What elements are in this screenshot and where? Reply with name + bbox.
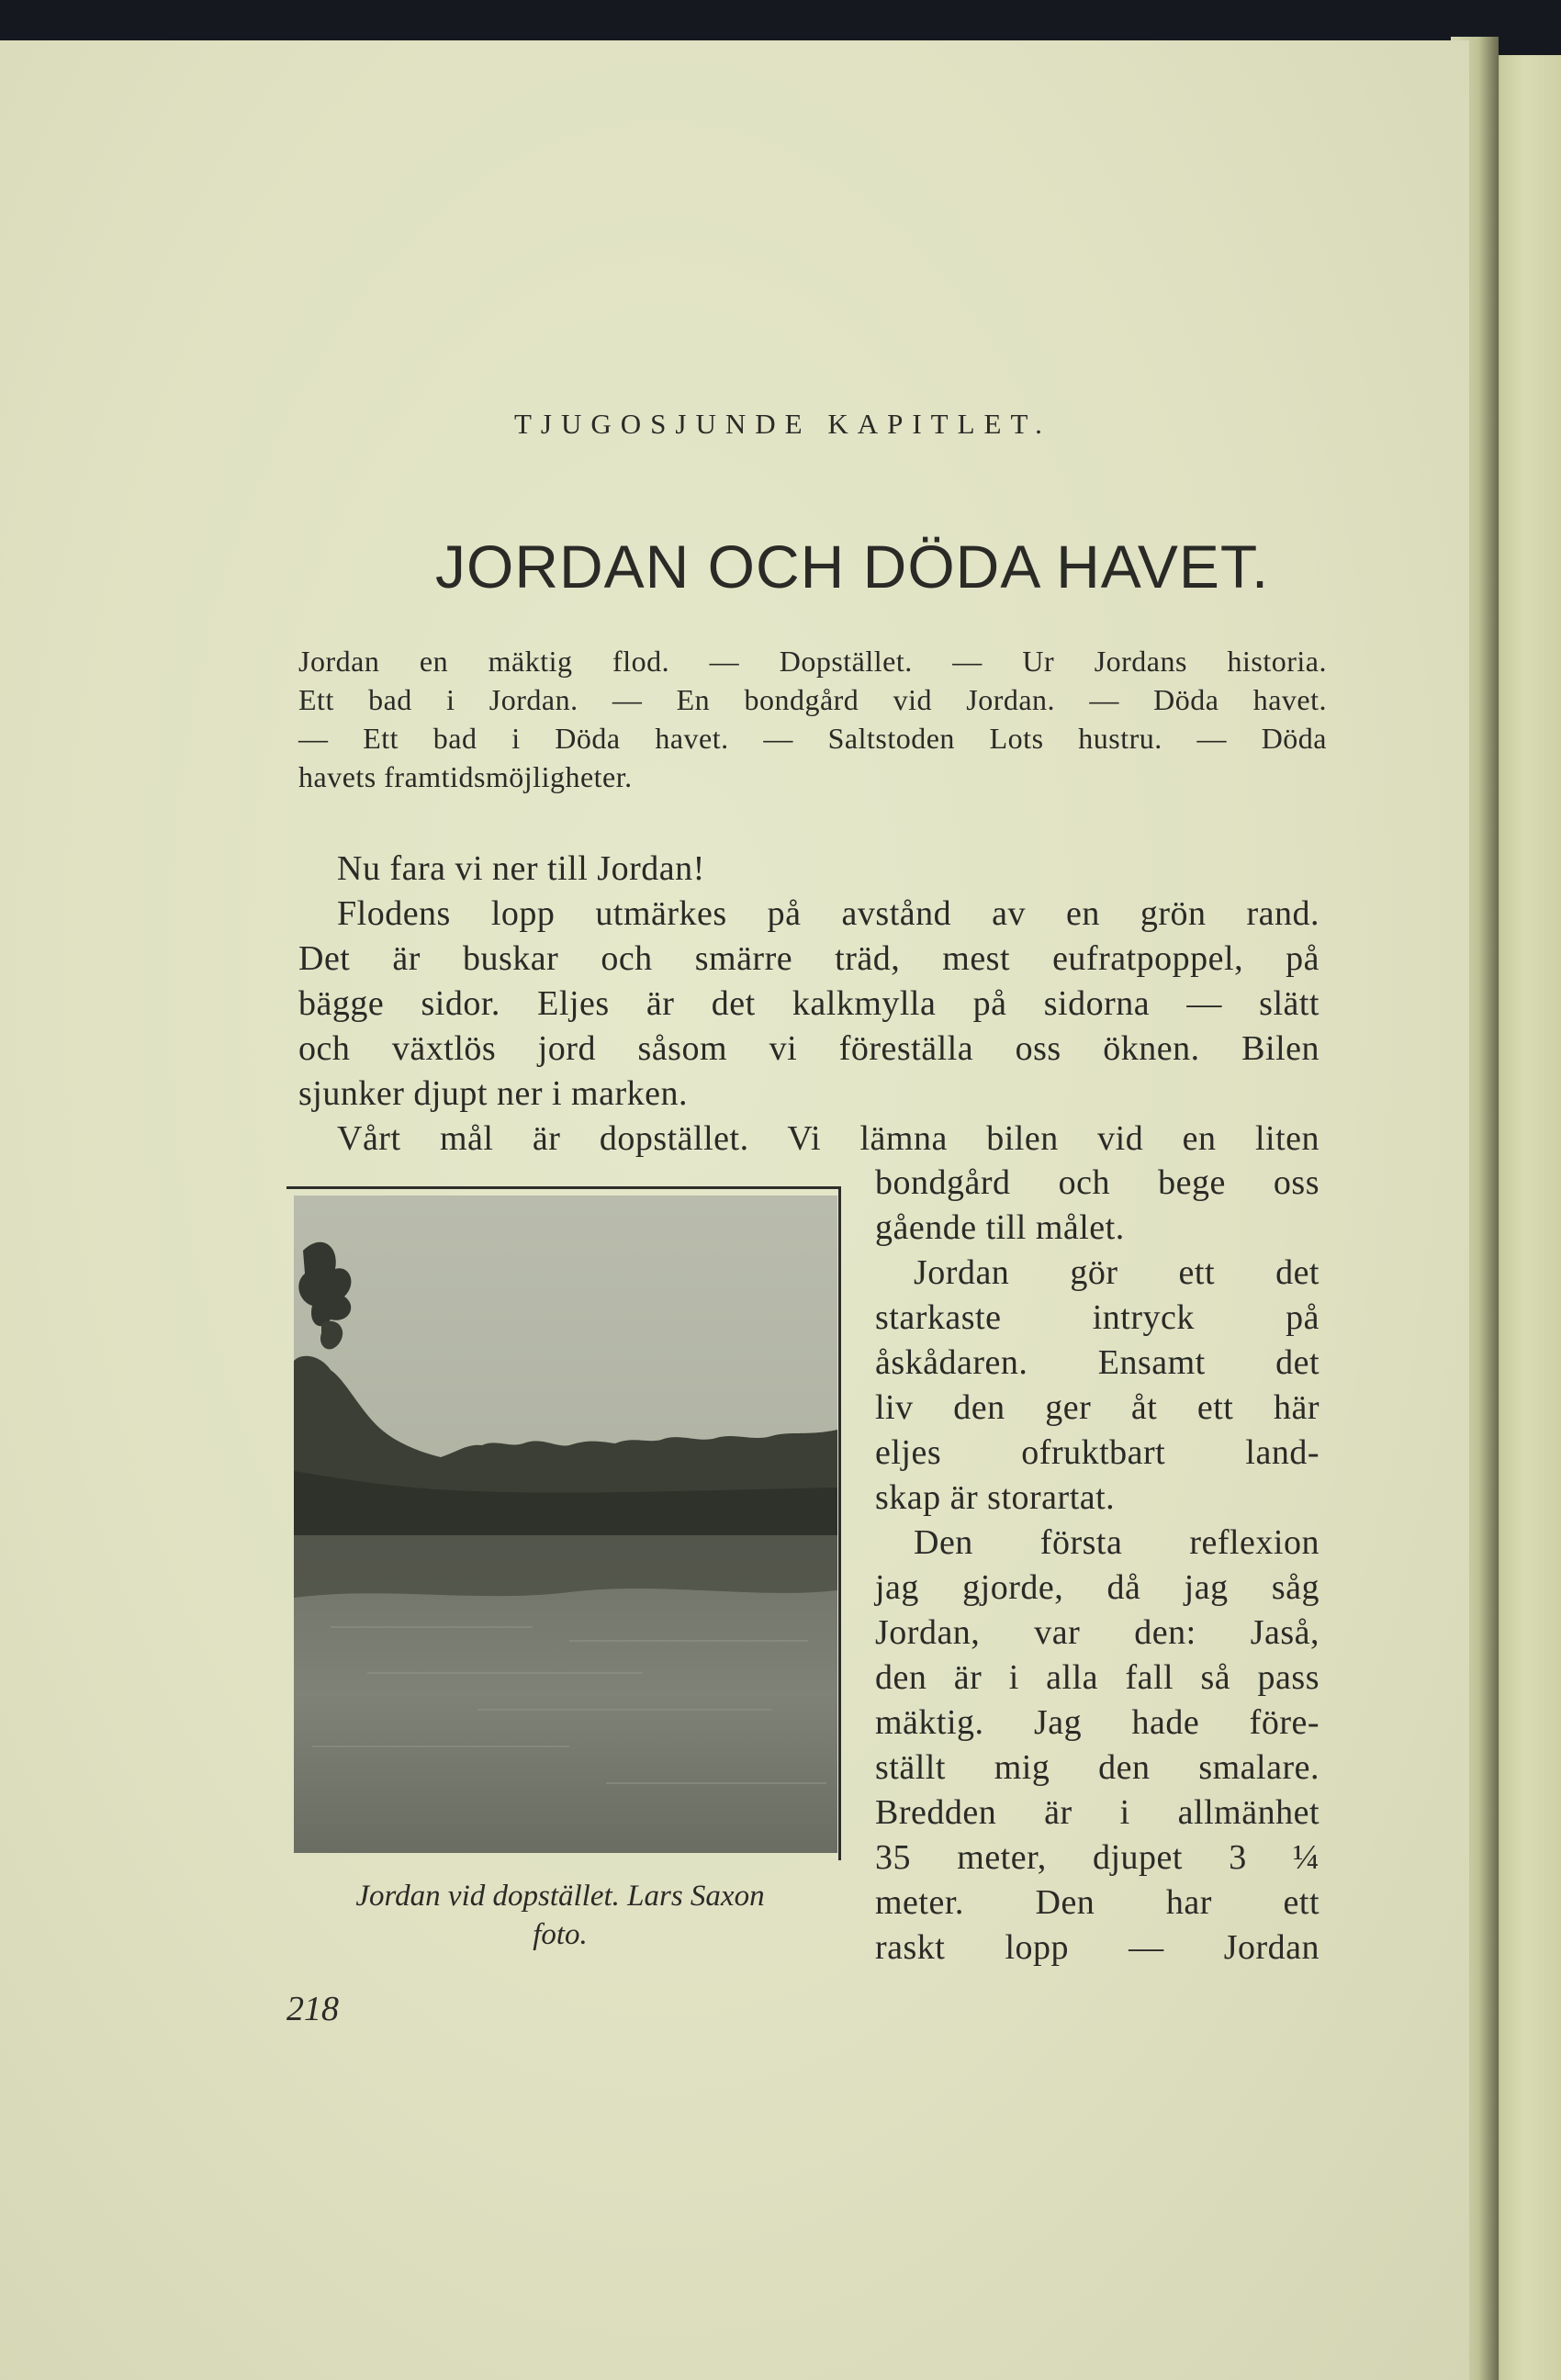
body-line: ställt mig den smalare. [875,1748,1320,1787]
body-line: meter. Den har ett [875,1883,1320,1922]
body-line: Jordan gör ett det [914,1253,1320,1292]
jordan-river-photo [294,1196,837,1853]
body-line: Flodens lopp utmärkes på avstånd av en grön rand. [337,894,1320,933]
caption-line: Jordan vid dopstället. Lars Saxon [355,1880,765,1913]
chapter-title: JORDAN OCH DÖDA HAVET. [435,533,1270,601]
chapter-summary [298,642,1327,796]
body-text-full-width [298,847,1320,1162]
body-line: åskådaren. Ensamt det [875,1343,1320,1382]
body-line: jag gjorde, då jag såg [875,1568,1320,1607]
page-number: 218 [286,1990,339,2028]
body-line: skap är storartat. [875,1478,1116,1517]
summary-line: — Ett bad i Döda havet. — Saltstoden Lots hustru. — Döda [298,722,1327,755]
chapter-label: TJUGOSJUNDE KAPITLET. [514,408,1051,440]
summary-line: havets framtidsmöjligheter. [298,760,633,793]
body-line: gående till målet. [875,1208,1125,1247]
summary-line: Ett bad i Jordan. — En bondgård vid Jordan. — Döda havet. [298,683,1327,716]
body-line: bondgård och bege oss [875,1163,1320,1202]
body-line: Nu fara vi ner till Jordan! [337,849,705,888]
body-line: sjunker djupt ner i marken. [298,1074,689,1113]
body-line: och växtlös jord såsom vi föreställa oss öknen. Bilen [298,1029,1320,1068]
body-line: Vårt mål är dopstället. Vi lämna bilen vid en liten [337,1119,1320,1158]
body-line: starkaste intryck på [875,1298,1320,1337]
body-line: eljes ofruktbart land- [875,1433,1320,1472]
body-line: raskt lopp — Jordan [875,1928,1320,1967]
body-line: Bredden är i allmänhet [875,1793,1320,1832]
summary-line: Jordan en mäktig flod. — Dopstället. — Ur Jordans historia. [298,645,1327,678]
next-page-edge [1488,55,1561,2380]
body-line: Jordan, var den: Jaså, [875,1613,1320,1652]
photo-caption [285,1877,836,1954]
body-text-column [875,1161,1320,1970]
body-line: bägge sidor. Eljes är det kalkmylla på sidorna — slätt [298,984,1320,1023]
body-line: den är i alla fall så pass [875,1658,1320,1697]
body-line: mäktig. Jag hade före- [875,1703,1320,1742]
caption-line: foto. [533,1918,588,1951]
book-page [0,40,1469,2380]
body-line: liv den ger åt ett här [875,1388,1320,1427]
body-line: Det är buskar och smärre träd, mest eufratpoppel, på [298,939,1320,978]
body-line: Den första reflexion [914,1523,1320,1562]
body-line: 35 meter, djupet 3 ¼ [875,1838,1320,1877]
